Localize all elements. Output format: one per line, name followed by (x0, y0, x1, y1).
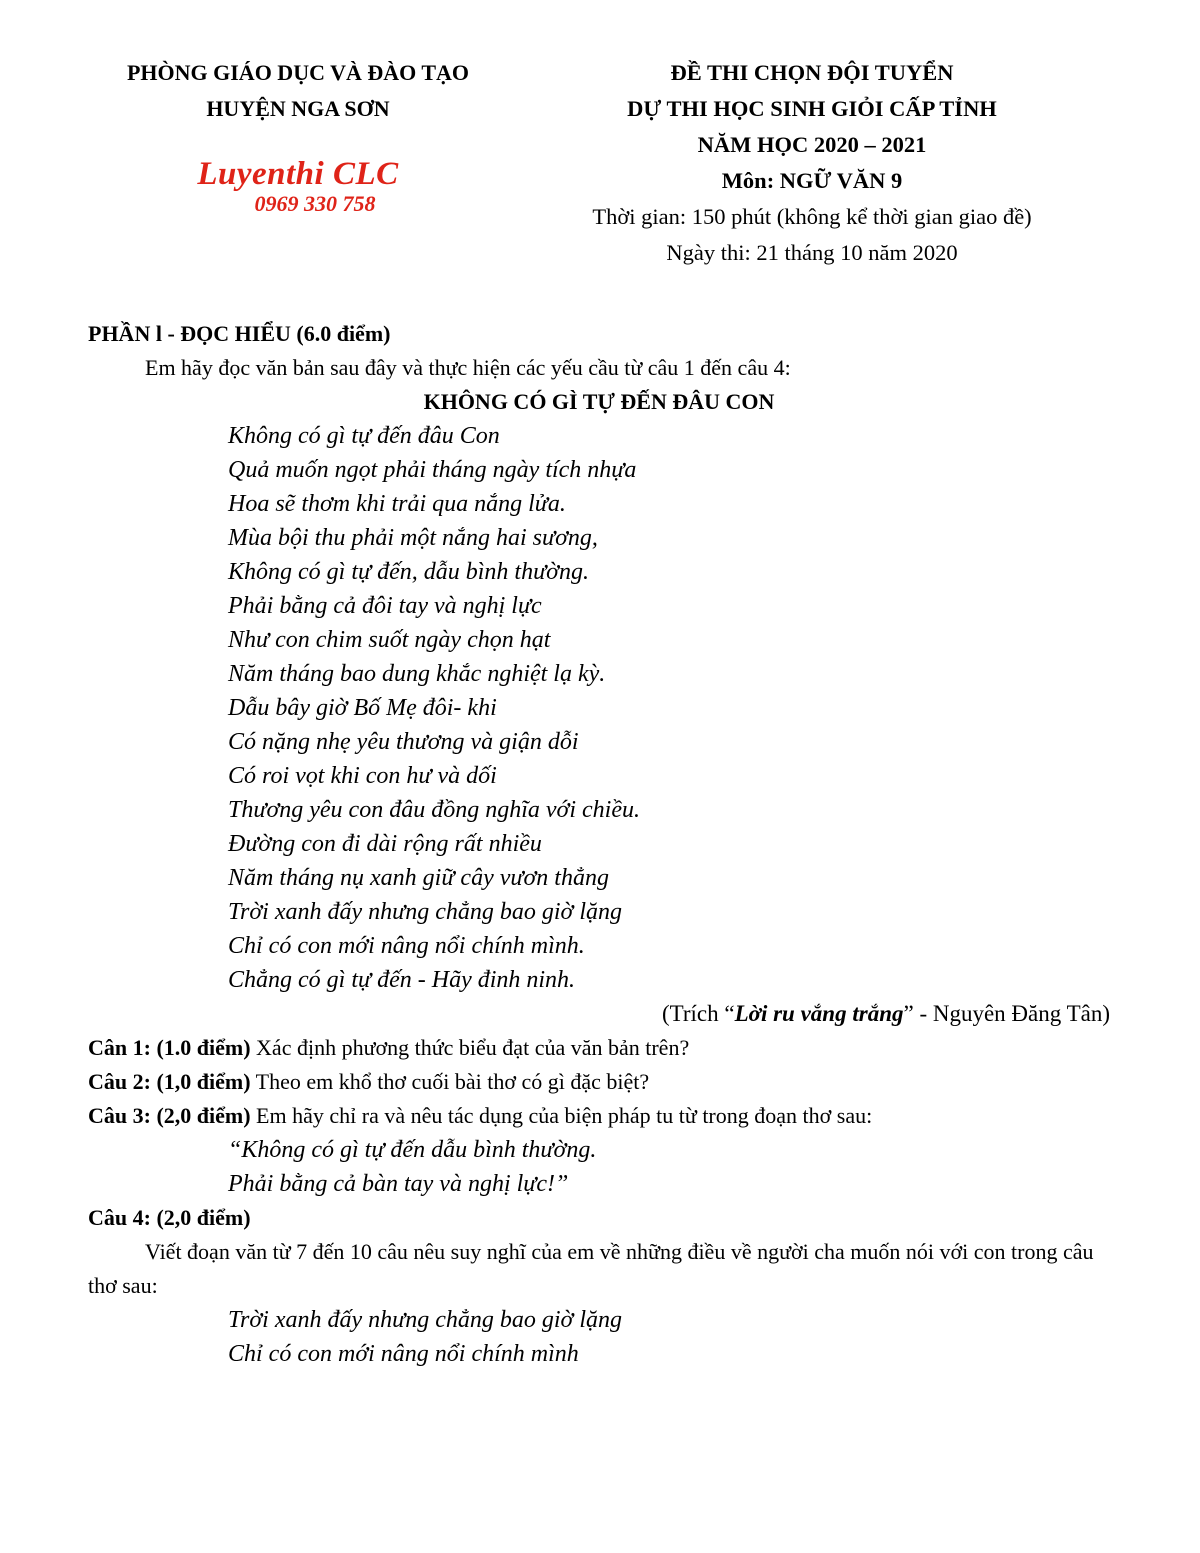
exam-date-line: Ngày thi: 21 tháng 10 năm 2020 (666, 240, 958, 265)
part1-intro: Em hãy đọc văn bản sau đây và thực hiện các yếu cầu từ câu 1 đến câu 4: (145, 355, 791, 380)
exam-title-line-1: ĐỀ THI CHỌN ĐỘI TUYỂN (670, 60, 954, 85)
logo-phone-number: 0969 330 758 (254, 191, 376, 216)
poem-line: Mùa bội thu phải một nắng hai sương, (228, 525, 598, 551)
question-4-quote (228, 1303, 1110, 1371)
quote-line: Trời xanh đấy nhưng chẳng bao giờ lặng (228, 1307, 623, 1333)
logo-text: Luyenthi CLC (197, 156, 399, 192)
authority-line-2: HUYỆN NGA SƠN (206, 96, 390, 121)
question-2 (88, 1065, 1110, 1099)
poem-block (228, 419, 1110, 997)
poem-line: Chẳng có gì tự đến - Hãy đinh ninh. (228, 967, 576, 993)
question-4-body: Viết đoạn văn từ 7 đến 10 câu nêu suy nghĩ của em về những điều về người cha muốn nói với con trong câu thơ sau: (88, 1239, 1094, 1298)
luyenthi-clc-logo (88, 157, 508, 216)
attribution-suffix: ” - Nguyên Đăng Tân) (903, 1001, 1110, 1026)
poem-line: Thương yêu con đâu đồng nghĩa với chiều. (228, 797, 640, 823)
question-1-label: Cân 1: (1.0 điểm) (88, 1035, 251, 1060)
question-1-text: Xác định phương thức biểu đạt của văn bản trên? (256, 1035, 690, 1060)
poem-line: Năm tháng bao dung khắc nghiệt lạ kỳ. (228, 661, 606, 687)
duration-line: Thời gian: 150 phút (không kể thời gian giao đề) (592, 204, 1032, 229)
poem-line: Có roi vọt khi con hư và dối (228, 763, 497, 789)
attribution-prefix: (Trích “ (661, 1001, 735, 1026)
poem-line: Năm tháng nụ xanh giữ cây vươn thẳng (228, 865, 609, 891)
poem-source-title: Lời ru vắng trắng (734, 1001, 904, 1026)
quote-line: “Không có gì tự đến dẫu bình thường. (228, 1137, 597, 1163)
question-3 (88, 1099, 1110, 1133)
poem-line: Có nặng nhẹ yêu thương và giận dỗi (228, 729, 579, 755)
quote-line: Chỉ có con mới nâng nổi chính mình (228, 1341, 579, 1367)
part1-heading: PHẦN l - ĐỌC HIỂU (6.0 điểm) (88, 321, 391, 346)
authority-line-1: PHÒNG GIÁO DỤC VÀ ĐÀO TẠO (126, 60, 470, 85)
question-2-label: Câu 2: (1,0 điểm) (88, 1069, 251, 1094)
issuing-authority-block (88, 55, 508, 216)
question-2-text: Theo em khổ thơ cuối bài thơ có gì đặc biệt? (255, 1069, 650, 1094)
quote-line: Phải bằng cả bàn tay và nghị lực!” (228, 1171, 569, 1197)
poem-line: Trời xanh đấy nhưng chẳng bao giờ lặng (228, 899, 623, 925)
exam-body (88, 317, 1110, 1371)
poem-title: KHÔNG CÓ GÌ TỰ ĐẾN ĐÂU CON (423, 389, 775, 414)
poem-line: Chỉ có con mới nâng nổi chính mình. (228, 933, 585, 959)
question-3-quote (228, 1133, 1110, 1201)
question-1 (88, 1031, 1110, 1065)
document-header (88, 55, 1110, 271)
school-year-line: NĂM HỌC 2020 – 2021 (697, 132, 927, 157)
poem-line: Đường con đi dài rộng rất nhiều (228, 831, 542, 857)
poem-line: Dẫu bây giờ Bố Mẹ đôi- khi (228, 695, 497, 721)
poem-line: Như con chim suốt ngày chọn hạt (228, 627, 551, 653)
poem-line: Không có gì tự đến đâu Con (228, 423, 500, 449)
exam-title-line-2: DỰ THI HỌC SINH GIỎI CẤP TỈNH (627, 96, 997, 121)
exam-title-block (514, 55, 1110, 271)
question-4-label: Câu 4: (2,0 điểm) (88, 1205, 251, 1230)
subject-line: Môn: NGỮ VĂN 9 (721, 168, 903, 193)
poem-line: Hoa sẽ thơm khi trải qua nắng lửa. (228, 491, 566, 517)
question-3-text: Em hãy chỉ ra và nêu tác dụng của biện pháp tu từ trong đoạn thơ sau: (256, 1103, 873, 1128)
poem-line: Quả muốn ngọt phải tháng ngày tích nhựa (228, 457, 637, 483)
question-3-label: Câu 3: (2,0 điểm) (88, 1103, 251, 1128)
poem-line: Phải bằng cả đôi tay và nghị lực (228, 593, 542, 619)
poem-attribution (88, 997, 1110, 1031)
poem-line: Không có gì tự đến, dẫu bình thường. (228, 559, 589, 585)
